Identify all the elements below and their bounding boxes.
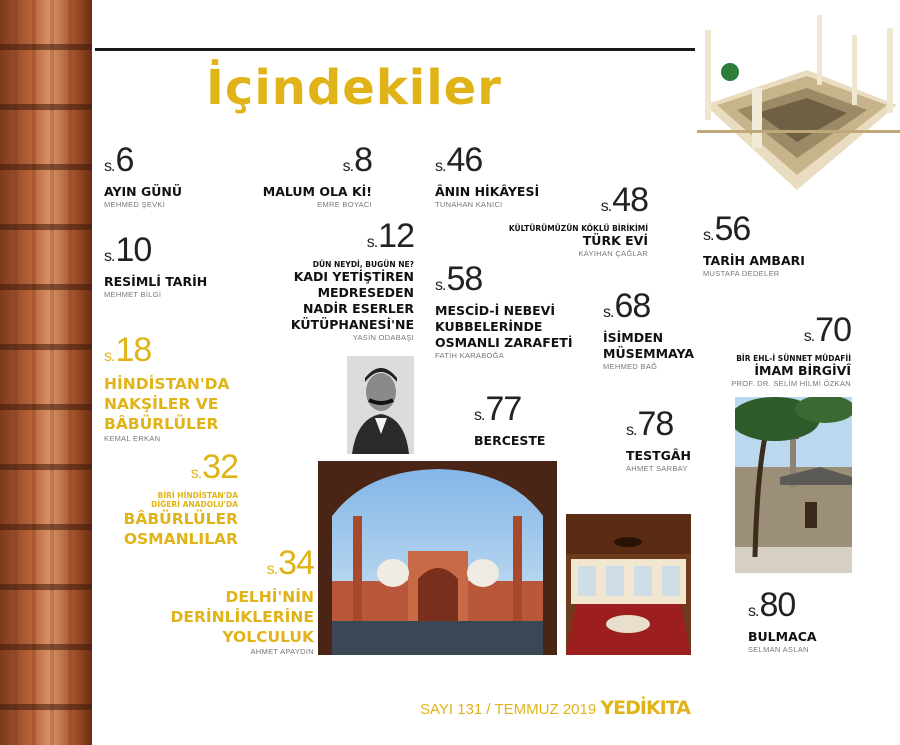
page-number: 8 [354, 141, 372, 179]
issue-info: SAYI 131 / TEMMUZ 2019 [420, 701, 597, 718]
page-number: 48 [612, 181, 648, 219]
page-number: 80 [759, 586, 796, 624]
toc-entry-6[interactable] [104, 143, 244, 209]
entry-author: EMRE BOYACI [317, 200, 372, 209]
page-number: 56 [714, 210, 751, 248]
entry-author: FATİH KARABOĞA [435, 351, 505, 360]
page-prefix: s. [435, 277, 446, 294]
page-number: 70 [815, 311, 851, 349]
page-number: 46 [446, 141, 483, 179]
page-number: 77 [485, 390, 522, 428]
entry-title: RESİMLİ TARİH [104, 274, 208, 289]
toc-entry-10[interactable] [104, 233, 244, 299]
toc-entry-34[interactable] [150, 546, 314, 656]
page-prefix: s. [603, 304, 614, 321]
page-number: 78 [637, 405, 674, 443]
toc-entry-32[interactable] [110, 450, 238, 549]
entry-title-line: OSMANLI ZARAFETİ [435, 335, 573, 350]
entry-author: TUNAHAN KANICI [435, 200, 503, 209]
page-prefix: s. [190, 465, 202, 482]
toc-entry-77[interactable] [474, 392, 574, 449]
entry-author: KEMAL ERKAN [104, 434, 161, 443]
page-number: 18 [115, 331, 152, 369]
entry-author: MEHMED BAĞ [603, 362, 658, 371]
footer [420, 697, 690, 719]
page-title: İçindekiler [206, 60, 502, 116]
entry-kicker: DÜN NEYDİ, BUGÜN NE? [312, 260, 414, 269]
entry-title: TESTGÂH [626, 448, 691, 463]
toc-entry-80[interactable] [748, 588, 858, 654]
toc-entry-56[interactable] [703, 212, 853, 278]
entry-title-line: KUBBELERİNDE [435, 319, 543, 334]
toc-entry-68[interactable] [603, 289, 713, 371]
entry-title-line: BÂBÜRLÜLER [123, 510, 238, 528]
entry-title: İMAM BİRGİVÎ [754, 363, 851, 378]
jama-masjid-photo [318, 461, 557, 655]
entry-kicker: KÜLTÜRÜMÜZÜN KÖKLÜ BİRİKİMİ [508, 224, 648, 233]
entry-title: TÜRK EVİ [582, 233, 648, 248]
page-number: 12 [378, 217, 414, 255]
page-prefix: s. [342, 158, 354, 175]
entry-title-line: MÜSEMMAYA [603, 346, 695, 361]
entry-title-line: NAKŞİLER VE [104, 395, 219, 413]
page-prefix: s. [435, 158, 446, 175]
entry-author: KAYIHAN ÇAĞLAR [578, 249, 648, 258]
page-number: 10 [115, 231, 152, 269]
entry-author: AHMET SARBAY [626, 464, 688, 473]
toc-entry-18[interactable] [104, 333, 244, 443]
page-prefix: s. [266, 561, 278, 578]
entry-title: MALUM OLA Kİ! [262, 184, 372, 199]
entry-title-line: DERİNLİKLERİNE [170, 608, 314, 626]
page-prefix: s. [474, 407, 485, 424]
toc-entry-12[interactable] [270, 219, 414, 342]
page-number: 6 [115, 141, 134, 179]
entry-title: BERCESTE [474, 433, 546, 448]
birgi-mosque-photo [735, 397, 852, 573]
toc-entry-78[interactable] [626, 407, 716, 473]
page-prefix: s. [626, 422, 637, 439]
entry-author: MEHMET BİLGİ [104, 290, 162, 299]
entry-title-line: YOLCULUK [222, 628, 314, 646]
entry-title-line: KÜTÜPHANESİ'NE [290, 317, 414, 332]
page-number: 58 [446, 260, 483, 298]
mosque-model-photo [697, 10, 900, 190]
entry-author: AHMET APAYDIN [250, 647, 314, 656]
page-prefix: s. [104, 248, 115, 265]
entry-kicker-line: BİRİ HİNDİSTAN'DA [157, 491, 238, 500]
page-prefix: s. [104, 348, 115, 365]
page-prefix: s. [366, 234, 378, 251]
entry-title-line: HİNDİSTAN'DA [104, 375, 230, 393]
brand-logo: YEDİKITA [600, 697, 690, 719]
page-prefix: s. [104, 158, 115, 175]
entry-author: PROF. DR. SELİM HİLMİ ÖZKAN [731, 379, 851, 388]
page-number: 34 [278, 544, 314, 582]
toc-entry-70[interactable] [714, 313, 851, 388]
entry-title-line: OSMANLILAR [123, 530, 238, 548]
entry-author: YASİN ODABAŞI [352, 333, 414, 342]
entry-title-line: MEDRESEDEN [317, 285, 414, 300]
entry-author: MUSTAFA DEDELER [703, 269, 780, 278]
page-number: 32 [202, 448, 238, 486]
toc-entry-48[interactable] [480, 183, 648, 258]
entry-title: ÂNIN HİKÂYESİ [435, 184, 540, 199]
entry-title-line: İSİMDEN [603, 330, 664, 345]
entry-title: TARİH AMBARI [703, 253, 805, 268]
entry-title: BULMACA [748, 629, 817, 644]
entry-author: MEHMED ŞEVKİ [104, 200, 166, 209]
page-prefix: s. [748, 603, 759, 620]
minaret-photo [0, 0, 92, 745]
portrait-photo [347, 356, 414, 454]
page-prefix: s. [600, 198, 612, 215]
header-rule [95, 48, 695, 51]
entry-author: SELMAN ASLAN [748, 645, 809, 654]
page-prefix: s. [803, 328, 815, 345]
entry-title-line: NADİR ESERLER [303, 301, 414, 316]
entry-kicker-line: DİĞERİ ANADOLU'DA [151, 500, 238, 509]
interior-room-photo [566, 514, 691, 655]
entry-title-line: MESCİD-İ NEBEVİ [435, 303, 555, 318]
entry-title-line: BÂBÜRLÜLER [104, 415, 219, 433]
entry-kicker: BİR EHL-İ SÜNNET MÜDAFİİ [736, 354, 851, 363]
page-number: 68 [614, 287, 651, 325]
entry-title: AYIN GÜNÜ [104, 184, 183, 199]
page-prefix: s. [703, 227, 714, 244]
entry-title-line: KADI YETİŞTİREN [293, 269, 414, 284]
toc-entry-58[interactable] [435, 262, 595, 360]
entry-title-line: DELHİ'NİN [225, 588, 314, 606]
toc-entry-8[interactable] [250, 143, 372, 209]
